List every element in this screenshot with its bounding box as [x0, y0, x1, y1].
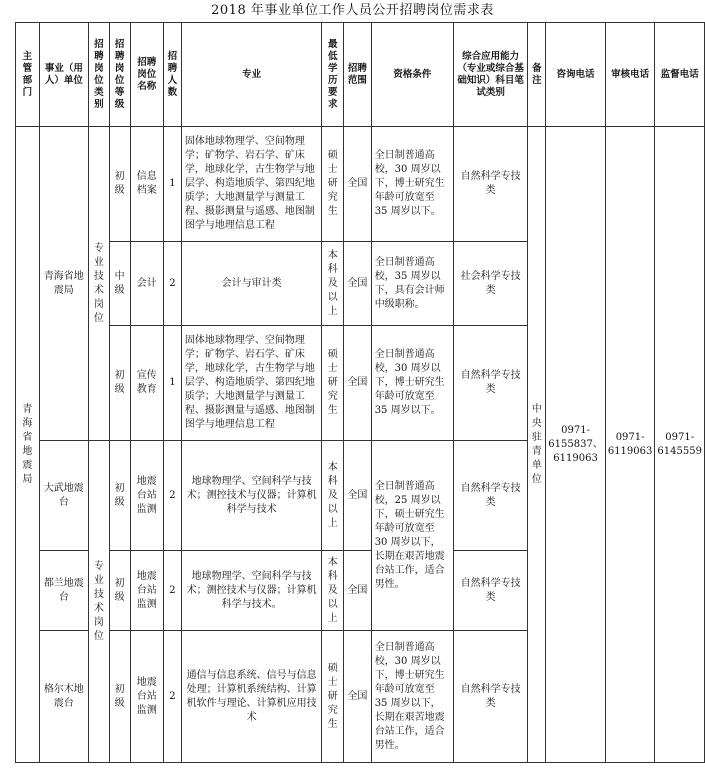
cell-consult: 0971-6155837、6119063: [546, 127, 606, 763]
cell-level: 初级: [109, 326, 130, 441]
cell-name: 宣传教育: [130, 326, 163, 441]
cell-exam: 自然科学专技类: [453, 631, 527, 763]
cell-major: 固体地球物理学、空间物理学；矿物学、岩石学、矿床学，地球化学，古生物学与地层学、构造地质学、第四纪地质学；大地测量学与测量工程、摄影测量与遥感、地图制图学与地理信息工程: [181, 127, 321, 242]
cell-unit: 都兰地震台: [39, 551, 88, 631]
cell-exam: 自然科学专技类: [453, 127, 527, 242]
header-supervise: 监督电话: [655, 23, 705, 127]
header-major: 专业: [181, 23, 321, 127]
cell-exam: 自然科学专技类: [453, 551, 527, 631]
cell-unit: 青海省地震局: [39, 127, 88, 441]
cell-qual: 全日制普通高校，30 周岁以下，博士研究生年龄可放宽至 35 周岁以下。: [371, 326, 453, 441]
cell-name: 信息档案: [130, 127, 163, 242]
cell-post-type: 专业技术岗位: [88, 441, 109, 763]
header-range: 招聘范围: [344, 23, 372, 127]
header-post-name: 招聘岗位名称: [130, 23, 163, 127]
recruitment-table: [15, 22, 705, 763]
cell-exam: 自然科学专技类: [453, 326, 527, 441]
cell-major: 地球物理学、空间科学与技术；测控技术与仪器；计算机科学与技术。: [181, 551, 321, 631]
cell-range: 全国: [344, 242, 372, 326]
cell-edu: 硕士研究生: [322, 326, 344, 441]
cell-unit: 格尔木地震台: [39, 631, 88, 763]
cell-level: 初级: [109, 631, 130, 763]
cell-num: 2: [163, 631, 181, 763]
cell-review: 0971-6119063: [605, 127, 655, 763]
cell-name: 会计: [130, 242, 163, 326]
header-edu: 最低学历要求: [322, 23, 344, 127]
cell-edu: 本科及以上: [322, 551, 344, 631]
header-consult: 咨询电话: [546, 23, 606, 127]
header-exam: 综合应用能力（专业或综合基础知识）科目笔试类别: [453, 23, 527, 127]
cell-dept: 青海省地震局: [16, 127, 40, 763]
header-dept: 主管部门: [16, 23, 40, 127]
cell-major: 会计与审计类: [181, 242, 321, 326]
cell-num: 2: [163, 242, 181, 326]
cell-note: 中央驻青单位: [528, 127, 546, 763]
cell-level: 初级: [109, 441, 130, 551]
cell-edu: 硕士研究生: [322, 127, 344, 242]
cell-supervise: 0971-6145559: [655, 127, 705, 763]
cell-num: 2: [163, 441, 181, 551]
cell-edu: 本科及以上: [322, 242, 344, 326]
cell-major: 固体地球物理学、空间物理学；矿物学、岩石学、矿床学，地球化学，古生物学与地层学、构造地质学、第四纪地质学；大地测量学与测量工程、摄影测量与遥感、地图制图学与地理信息工程: [181, 326, 321, 441]
cell-unit: 大武地震台: [39, 441, 88, 551]
cell-num: 1: [163, 127, 181, 242]
cell-level: 中级: [109, 242, 130, 326]
cell-exam: 自然科学专技类: [453, 441, 527, 551]
header-unit: 事业（用人）单位: [39, 23, 88, 127]
cell-range: 全国: [344, 631, 372, 763]
cell-name: 地震台站监测: [130, 551, 163, 631]
cell-num: 2: [163, 551, 181, 631]
cell-post-type: 专业技术岗位: [88, 127, 109, 441]
cell-exam: 社会科学专技类: [453, 242, 527, 326]
header-row: [16, 23, 705, 127]
header-review: 审核电话: [605, 23, 655, 127]
table-row: [16, 127, 705, 242]
cell-qual: 全日制普通高校，35 周岁以下，具有会计师中级职称。: [371, 242, 453, 326]
cell-edu: 硕士研究生: [322, 631, 344, 763]
cell-range: 全国: [344, 551, 372, 631]
cell-level: 初级: [109, 127, 130, 242]
cell-level: 初级: [109, 551, 130, 631]
header-qual: 资格条件: [371, 23, 453, 127]
cell-major: 地球物理学、空间科学与技术；测控技术与仪器；计算机科学与技术: [181, 441, 321, 551]
cell-major: 通信与信息系统、信号与信息处理；计算机系统结构、计算机软件与理论、计算机应用技术: [181, 631, 321, 763]
header-post-type: 招聘岗位类别: [88, 23, 109, 127]
cell-edu: 本科及以上: [322, 441, 344, 551]
cell-num: 1: [163, 326, 181, 441]
header-note: 备注: [528, 23, 546, 127]
cell-name: 地震台站监测: [130, 631, 163, 763]
cell-range: 全国: [344, 326, 372, 441]
cell-qual: 全日制普通高校，30 周岁以下，博士研究生年龄可放宽至 35 周岁以下。: [371, 127, 453, 242]
page-title: 2018 年事业单位工作人员公开招聘岗位需求表: [211, 3, 494, 18]
cell-qual: 全日制普通高校，25 周岁以下，硕士研究生年龄可放宽至 30 周岁以下，长期在艰苦地震台站工作，适合男性。: [371, 441, 453, 631]
cell-name: 地震台站监测: [130, 441, 163, 551]
cell-qual: 全日制普通高校，30 周岁以下，博士研究生年龄可放宽至 35 周岁以下，长期在艰苦地震台站工作，适合男性。: [371, 631, 453, 763]
cell-range: 全国: [344, 441, 372, 551]
cell-range: 全国: [344, 127, 372, 242]
header-num: 招聘人数: [163, 23, 181, 127]
header-post-level: 招聘岗位等级: [109, 23, 130, 127]
